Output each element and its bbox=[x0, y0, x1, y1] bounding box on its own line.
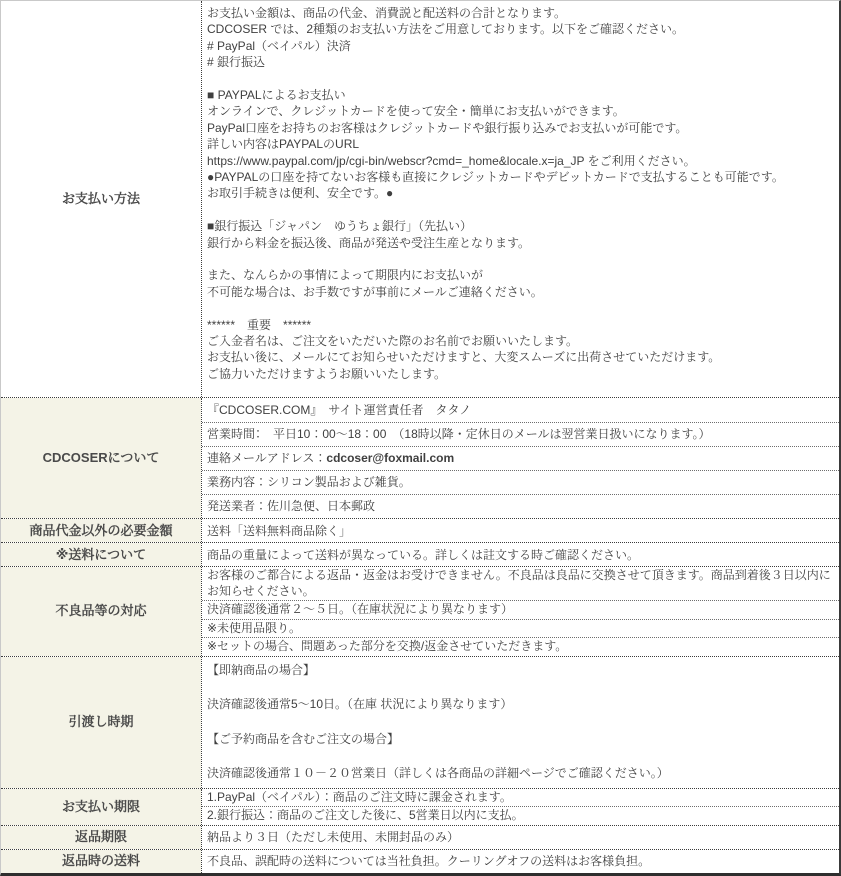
payment-text-line: 銀行から料金を振込後、商品が発送や受注生産となります。 bbox=[207, 235, 531, 250]
section-shipping-fee bbox=[1, 542, 839, 566]
deadline-paypal-row: 1.PayPal（ベイパル）：商品のご注文時に課金されます。 bbox=[207, 789, 512, 804]
about-hours-row: 営業時間： 平日10：00～18：00 （18時以降・定休日のメールは翌営業日扱いになります。） bbox=[202, 422, 839, 446]
delivery-time-header: 引渡し時期 bbox=[1, 657, 201, 788]
payment-text-line: ご入金者名は、ご注文をいただいた際のお名前でお願いいたします。 bbox=[207, 334, 579, 349]
payment-text-line: お支払い金額は、商品の代金、消費説と配送料の合計となります。 bbox=[207, 6, 567, 20]
about-header: CDCOSERについて bbox=[1, 398, 201, 518]
section-extra-fees bbox=[1, 518, 839, 542]
delivery-text-line: 【ご予約商品を含むご注文の場合】 bbox=[207, 731, 400, 746]
payment-text-line: ご協力いただけますようお願いいたします。 bbox=[207, 366, 447, 381]
return-period-header: 返品期限 bbox=[1, 826, 201, 849]
payment-text-line: オンラインで、クレジットカードを使って安全・簡単にお支払いができます。 bbox=[207, 104, 625, 119]
delivery-text-line: 決済確認後通常１０－２０営業日（詳しくは各商品の詳細ページでご確認ください。） bbox=[207, 766, 669, 781]
section-payment-method bbox=[1, 1, 839, 397]
payment-text-line: また、なんらかの事情によって期限内にお支払いが bbox=[207, 268, 484, 283]
blank-line bbox=[207, 202, 834, 218]
email-label: 連絡メールアドレス： bbox=[207, 451, 327, 465]
blank-line bbox=[207, 251, 834, 267]
payment-text-line: 詳しい内容はPAYPALのURL bbox=[207, 137, 360, 152]
delivery-text-line: 【即納商品の場合】 bbox=[207, 662, 316, 677]
defective-items-header: 不良品等の対応 bbox=[1, 567, 201, 656]
return-period-content: 納品より３日（ただし未使用、未開封品のみ） bbox=[201, 826, 839, 849]
defective-policy-row: お客様のご都合による返品・返金はお受けできません。不良品は良品に交換させて頂きます。商品到着後３日以内にお知らせください。 bbox=[207, 568, 831, 598]
blank-line bbox=[207, 71, 834, 87]
payment-text-line: ■銀行振込「ジャパン ゆうちょ銀行」（先払い） bbox=[207, 219, 473, 234]
payment-deadline-content bbox=[201, 789, 839, 825]
shipping-fee-content: 商品の重量によって送料が異なっている。詳しくは註文する時ご確認ください。 bbox=[201, 543, 839, 566]
section-delivery-time bbox=[1, 656, 839, 788]
section-return-shipping bbox=[1, 849, 839, 873]
blank-line bbox=[207, 300, 834, 316]
section-about-cdcoser bbox=[1, 397, 839, 518]
blank-line bbox=[207, 713, 834, 730]
delivery-text-line: 決済確認後通常5～10日。（在庫 状況により異なります） bbox=[207, 697, 513, 712]
payment-deadline-header: お支払い期限 bbox=[1, 789, 201, 825]
payment-method-content bbox=[201, 1, 839, 397]
defective-timing-row: 決済確認後通常２～５日。（在庫状況により異なります） bbox=[202, 600, 839, 619]
payment-text-line: お取引手続きは便利、安全です。● bbox=[207, 186, 394, 201]
email-address: cdcoser@foxmail.com bbox=[326, 451, 455, 465]
about-email-row bbox=[202, 446, 839, 470]
blank-line bbox=[207, 748, 834, 765]
about-content bbox=[201, 398, 839, 518]
payment-text-line: ■ PAYPALによるお支払い bbox=[207, 88, 346, 103]
defective-items-content bbox=[201, 567, 839, 656]
payment-text-line: お支払い後に、メールにてお知らせいただけますと、大変スムーズに出荷させていただけます。 bbox=[207, 350, 721, 365]
shipping-fee-header: ※送料について bbox=[1, 543, 201, 566]
section-return-period bbox=[1, 825, 839, 849]
extra-fees-content: 送料「送料無料商品除く」 bbox=[201, 519, 839, 542]
about-business-row: 業務内容：シリコン製品および雑貨。 bbox=[202, 470, 839, 494]
about-operator-row: 『CDCOSER.COM』 サイト運営責任者 タタノ bbox=[207, 402, 472, 417]
payment-method-header: お支払い方法 bbox=[1, 1, 201, 397]
return-shipping-content: 不良品、誤配時の送料については当社負担。クーリングオフの送料はお客様負担。 bbox=[201, 850, 839, 873]
section-defective-items bbox=[1, 566, 839, 656]
paypal-url-text: https://www.paypal.com/jp/cgi-bin/webscr?cmd=_home&locale.x=ja_JP をご利用ください。 bbox=[207, 153, 696, 168]
important-notice-line: ****** 重要 ****** bbox=[207, 317, 312, 332]
payment-text-line: PayPal口座をお持ちのお客様はクレジットカードや銀行振り込みでお支払いが可能です。 bbox=[207, 120, 688, 135]
defective-unused-row: ※未使用品限り。 bbox=[202, 619, 839, 638]
payment-text-line: 不可能な場合は、お手数ですが事前にメールご連絡ください。 bbox=[207, 284, 543, 299]
about-carriers-row: 発送業者：佐川急便、日本郵政 bbox=[202, 494, 839, 518]
deadline-bank-row: 2.銀行振込：商品のご注文した後に、5営業日以内に支払。 bbox=[202, 806, 839, 825]
payment-text-line: # 銀行振込 bbox=[207, 55, 266, 70]
defective-set-row: ※セットの場合、問題あった部分を交換/返金させていただきます。 bbox=[202, 637, 839, 656]
extra-fees-header: 商品代金以外の必要金額 bbox=[1, 519, 201, 542]
section-payment-deadline bbox=[1, 788, 839, 825]
payment-text-line: ●PAYPALの口座を持てないお客様も直接にクレジットカードやデビットカードで支払することも可能です。 bbox=[207, 170, 784, 185]
delivery-time-content bbox=[201, 657, 839, 788]
payment-text-line: CDCOSER では、2種類のお支払い方法をご用意しております。以下をご確認ください。 bbox=[207, 22, 685, 37]
return-shipping-header: 返品時の送料 bbox=[1, 850, 201, 873]
payment-text-line: # PayPal（ベイパル）決済 bbox=[207, 38, 351, 53]
blank-line bbox=[207, 679, 834, 696]
